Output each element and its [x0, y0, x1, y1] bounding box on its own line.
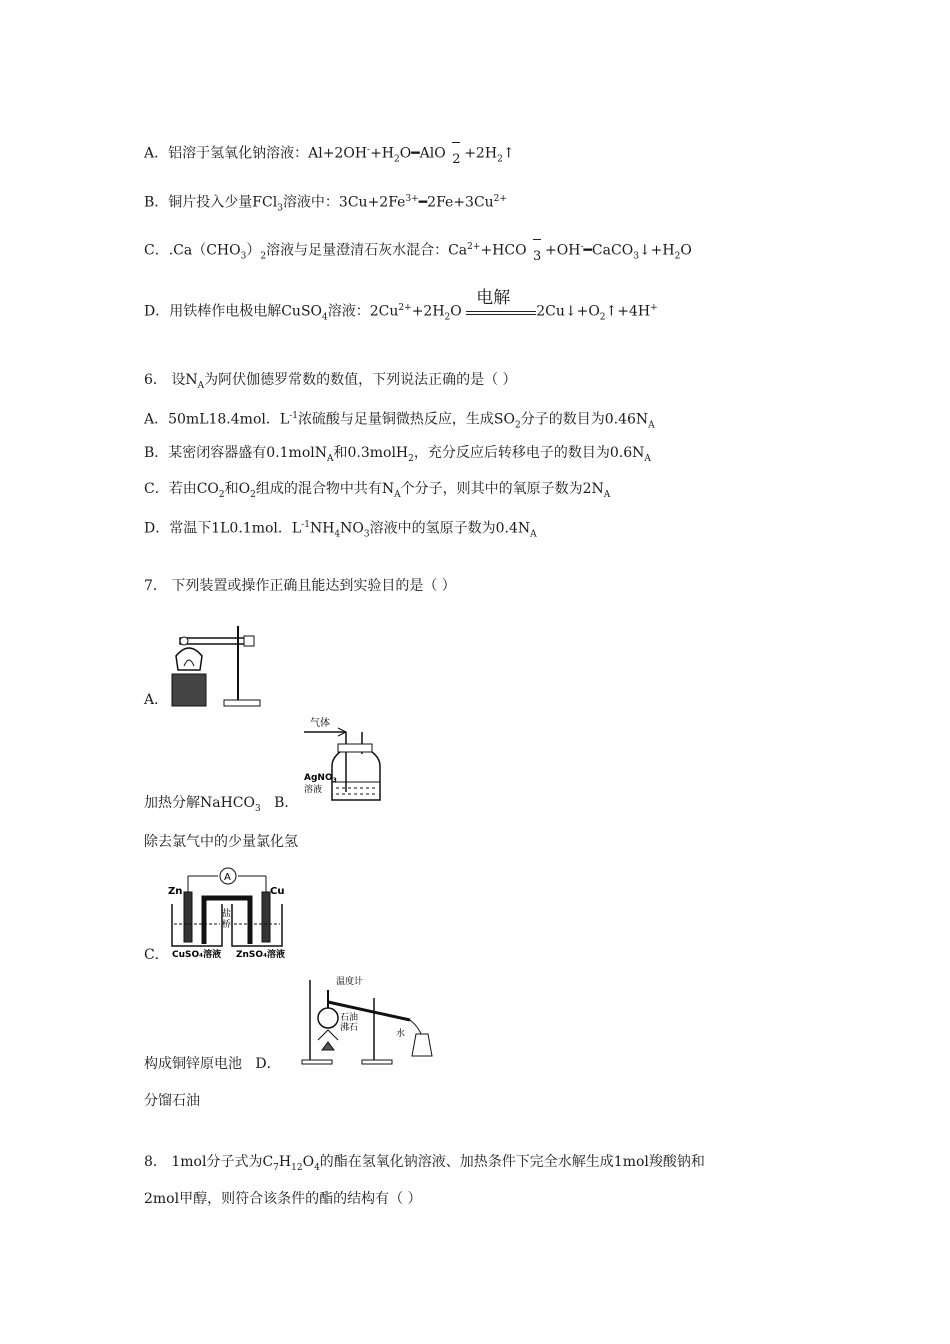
figure-distillation: [300, 972, 440, 1068]
q7-option-b-label: B．: [274, 795, 299, 811]
solution-label: 溶液: [304, 785, 323, 795]
electrolysis-condition: 电解: [466, 302, 536, 322]
q5-option-a: A．铝溶于氢氧化钠溶液：$Al+2OH^-+H_2O━AlO$ 2 $+2H_2↑$: [144, 140, 515, 169]
q6-option-c: C．若由$CO_2$和$O_2$组成的混合物中共有$N_A$个分子，则其中的氧原子数为$2N_A$: [144, 481, 611, 500]
figure-washing-bottle: [300, 714, 400, 806]
fraction-stack: 2: [450, 144, 464, 164]
fraction-stack: 3: [531, 241, 545, 261]
q7-option-d-label: D．: [255, 1056, 281, 1072]
q7-option-c-caption: 构成铜锌原电池 D．: [144, 1056, 281, 1072]
cu-label: Cu: [270, 886, 285, 897]
agno3-label: AgNO$_3$: [304, 773, 337, 784]
gas-label: 气体: [310, 718, 330, 729]
thermometer-label: 温度计: [336, 977, 364, 987]
q7-option-d-caption: 分馏石油: [144, 1093, 200, 1109]
zn-label: Zn: [168, 886, 183, 897]
q6-option-a: A．50mL18.4mol．$L^{-1}$浓硫酸与足量铜微热反应，生成$SO_2$分子的数目为$0.46N_A$: [144, 411, 655, 431]
water-label: 水: [396, 1029, 406, 1039]
q6-option-d: D．常温下1L0.1mol．$L^{-1}NH_4NO_3$溶液中的氢原子数为$0.4N_A$: [144, 520, 537, 540]
znso4-label: ZnSO₄溶液: [236, 950, 286, 960]
salt-bridge-label-1: 盐: [222, 909, 232, 919]
q5-option-d: D．用铁棒作电极电解CuSO$_4$溶液：$2Cu^{2+}+2H_2O$ 电解 $2Cu↓+O_2↑+4H^+$: [144, 287, 658, 323]
boiling-stone-label: 沸石: [340, 1023, 359, 1033]
q6-stem: 6． 设$N_A$为阿伏伽德罗常数的数值，下列说法正确的是（ ）: [144, 372, 517, 391]
salt-bridge-label-2: 桥: [222, 920, 232, 930]
ammeter-label: A: [224, 872, 231, 883]
q7-stem: 7． 下列装置或操作正确且能达到实验目的是（ ）: [144, 578, 456, 594]
figure-c-solution-labels: [168, 946, 298, 960]
cuso4-label: CuSO₄溶液: [172, 950, 222, 960]
q5-option-c: C．$.Ca(CHO_3)_2$溶液与足量澄清石灰水混合：$Ca^{2+}+HCO$ 3 $+OH^-━CaCO_3↓+H_2O$: [144, 237, 692, 266]
q7-option-a-caption: 加热分解NaHCO$_3$ B．: [144, 795, 299, 814]
q7-option-b-caption: 除去氯气中的少量氯化氢: [144, 834, 298, 850]
petroleum-label: 石油: [340, 1013, 359, 1023]
q7-option-a-label: A．: [144, 692, 169, 708]
q7-option-c-label: C．: [144, 947, 169, 963]
q8-line-2: 2mol甲醇，则符合该条件的酯的结构有（ ）: [144, 1191, 422, 1207]
q8-line-1: 8． 1mol分子式为$C_7H_{12}O_4$的酯在氢氧化钠溶液、加热条件下完全水解生成1mol羧酸钠和: [144, 1154, 705, 1173]
q6-option-b: B．某密闭容器盛有0.1molN$_A$和0.3molH$_2$，充分反应后转移电子的数目为$0.6N_A$: [144, 445, 651, 464]
q5-option-b: B．铜片投入少量FCl$_3$溶液中：$3Cu+2Fe^{3+}━2Fe+3Cu^{2+}$: [144, 194, 507, 214]
figure-heating-apparatus: [166, 622, 266, 712]
